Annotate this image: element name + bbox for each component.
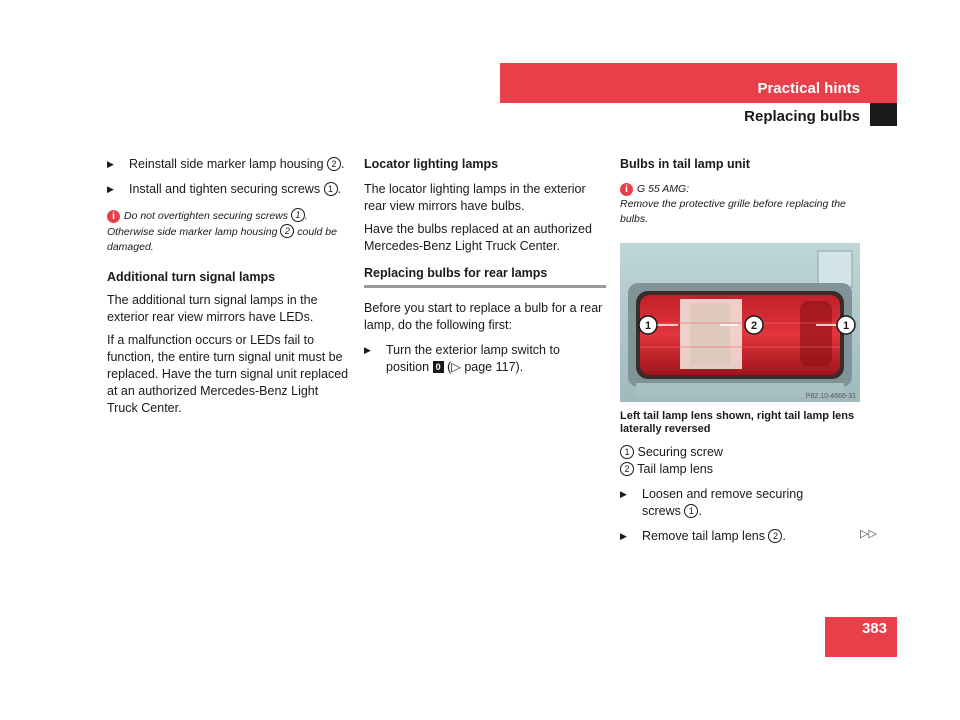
- info-icon: i: [107, 210, 120, 223]
- heading-locator-lamps: Locator lighting lamps: [364, 157, 499, 171]
- subsection-title: Replacing bulbs: [744, 108, 860, 125]
- callout-ref: 2: [327, 157, 341, 171]
- callout-2: [745, 316, 763, 334]
- figure-caption: Left tail lamp lens shown, right tail lamp lens laterally reversed: [620, 410, 855, 435]
- info-icon: i: [620, 183, 633, 196]
- section-title: Practical hints: [757, 80, 860, 97]
- switch-position-symbol: 0: [433, 361, 444, 373]
- callout-ref: 1: [324, 182, 338, 196]
- paragraph: Have the bulbs replaced at an authorized Mercedes-Benz Light Truck Center.: [364, 222, 592, 253]
- paragraph: If a malfunction occurs or LEDs fail to function, the entire turn signal unit must be replaced. Have the turn signal unit replaced at an authorized Mercedes-Benz Light Truck Center.: [107, 333, 349, 415]
- column-2: [364, 156, 606, 376]
- info-note: i Do not overtighten securing screws 1 . Otherwise side marker lamp housing 2 could be damaged.: [107, 210, 337, 253]
- svg-text:2: 2: [750, 320, 758, 332]
- svg-text:1: 1: [842, 320, 850, 332]
- paragraph: The locator lighting lamps in the exterior rear view mirrors have bulbs.: [364, 182, 586, 213]
- column-3-lower: [620, 410, 865, 545]
- heading-rule: [364, 285, 606, 288]
- heading-tail-lamp: Bulbs in tail lamp unit: [620, 157, 750, 171]
- tail-lamp-photo: [620, 243, 860, 402]
- legend-item: 1 Securing screw: [620, 444, 865, 461]
- column-1: [107, 156, 352, 417]
- heading-turn-signal: Additional turn signal lamps: [107, 270, 276, 284]
- callout-1-left: [639, 316, 657, 334]
- header-tab-marker: [870, 103, 897, 126]
- column-3: [620, 156, 865, 227]
- step-reinstall-housing: ▶ Reinstall side marker lamp housing 2 .: [107, 156, 352, 173]
- step-loosen-screws: ▶ Loosen and remove securing screws 1 .: [620, 486, 822, 520]
- image-code: P82.10-4666-31: [805, 393, 856, 400]
- svg-text:1: 1: [644, 320, 652, 332]
- legend-item: 2 Tail lamp lens: [620, 461, 865, 478]
- continue-marker: ▷▷: [860, 528, 877, 540]
- paragraph: Before you start to replace a bulb for a rear lamp, do the following first:: [364, 301, 603, 332]
- page-number: 383: [861, 620, 887, 637]
- callout-1-right: [837, 316, 855, 334]
- step-remove-lens: ▶ Remove tail lamp lens 2 .: [620, 528, 865, 545]
- step-lamp-switch: ▶ Turn the exterior lamp switch to position 0 (▷ page 117).: [364, 342, 606, 376]
- paragraph: The additional turn signal lamps in the exterior rear view mirrors have LEDs.: [107, 293, 318, 324]
- tail-lamp-illustration: [620, 243, 860, 402]
- heading-rear-lamps: Replacing bulbs for rear lamps: [364, 266, 548, 280]
- info-note: i G 55 AMG: Remove the protective grille before replacing the bulbs.: [620, 183, 846, 225]
- step-tighten-screws: ▶ Install and tighten securing screws 1 .: [107, 181, 352, 198]
